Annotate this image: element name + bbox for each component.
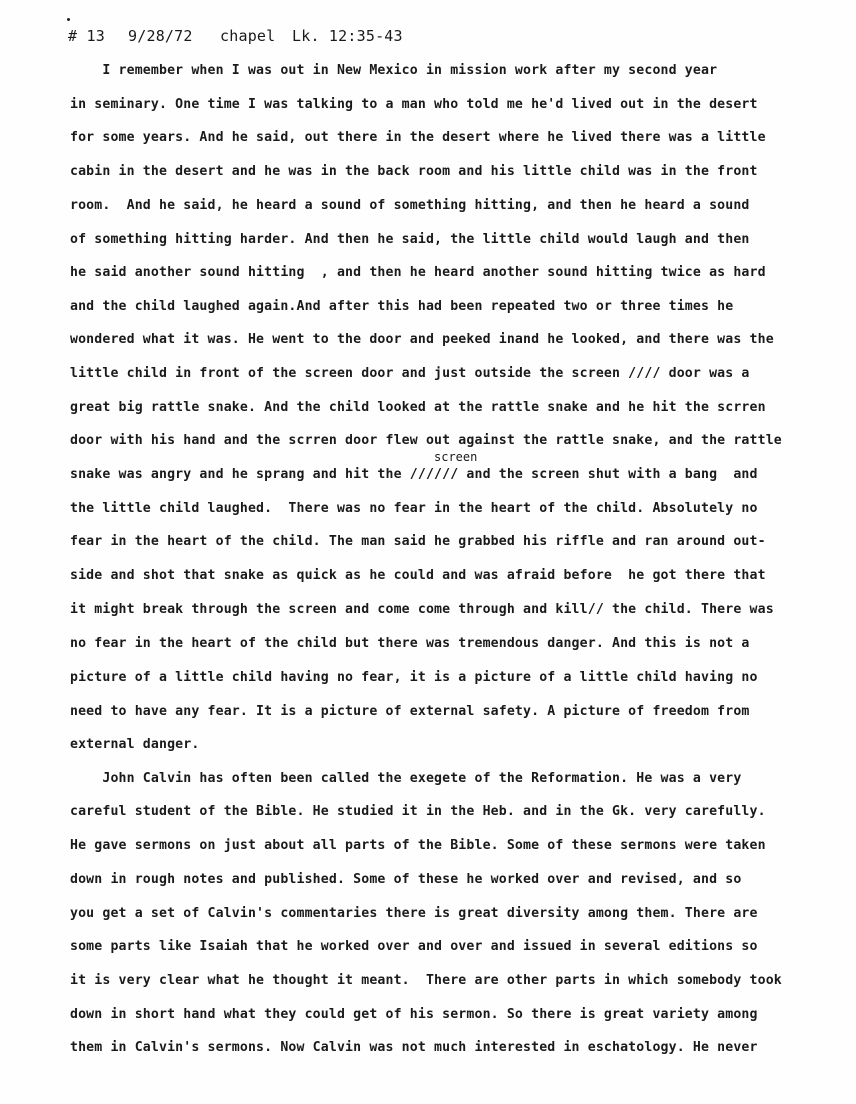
text-line: I remember when I was out in New Mexico in mission work after my second year bbox=[70, 63, 718, 78]
text-line: down in rough notes and published. Some of these he worked over and revised, and so bbox=[70, 872, 742, 887]
text-line: them in Calvin's sermons. Now Calvin was not much interested in eschatology. He never bbox=[70, 1040, 758, 1055]
text-line: wondered what it was. He went to the door and peeked inand he looked, and there was the bbox=[70, 332, 774, 347]
text-line: he said another sound hitting , and then he heard another sound hitting twice as hard bbox=[70, 265, 766, 280]
text-line: you get a set of Calvin's commentaries there is great diversity among them. There are bbox=[70, 906, 758, 921]
text-line: He gave sermons on just about all parts of the Bible. Some of these sermons were taken bbox=[70, 838, 766, 853]
text-line: of something hitting harder. And then he said, the little child would laugh and then bbox=[70, 232, 750, 247]
scripture-reference: Lk. 12:35-43 bbox=[292, 27, 403, 45]
handwritten-insertion: screen bbox=[434, 450, 478, 464]
text-line: picture of a little child having no fear, it is a picture of a little child having no bbox=[70, 670, 758, 685]
text-line: down in short hand what they could get of his sermon. So there is great variety among bbox=[70, 1007, 758, 1022]
text-line: John Calvin has often been called the exegete of the Reformation. He was a very bbox=[70, 771, 742, 786]
text-line: room. And he said, he heard a sound of something hitting, and then he heard a sound bbox=[70, 198, 750, 213]
text-line: it might break through the screen and come come through and kill// the child. There was bbox=[70, 602, 774, 617]
text-line: careful student of the Bible. He studied it in the Heb. and in the Gk. very carefully. bbox=[70, 804, 766, 819]
text-line: snake was angry and he sprang and hit the ////// and the screen shut with a bang and bbox=[70, 467, 758, 482]
text-line: for some years. And he said, out there in the desert where he lived there was a little bbox=[70, 130, 766, 145]
margin-mark bbox=[67, 18, 70, 21]
text-line: in seminary. One time I was talking to a man who told me he'd lived out in the desert bbox=[70, 97, 758, 112]
text-line: it is very clear what he thought it meant. There are other parts in which somebody took bbox=[70, 973, 782, 988]
text-line: great big rattle snake. And the child looked at the rattle snake and he hit the scrren bbox=[70, 400, 766, 415]
text-line: external danger. bbox=[70, 737, 200, 752]
text-line: fear in the heart of the child. The man said he grabbed his riffle and ran around out- bbox=[70, 534, 766, 549]
text-line: no fear in the heart of the child but there was tremendous danger. And this is not a bbox=[70, 636, 750, 651]
sermon-number: # 13 bbox=[68, 27, 105, 45]
text-line: side and shot that snake as quick as he could and was afraid before he got there that bbox=[70, 568, 766, 583]
document-header bbox=[68, 27, 403, 45]
text-line: door with his hand and the scrren door flew out against the rattle snake, and the rattle bbox=[70, 433, 782, 448]
sermon-occasion: chapel bbox=[220, 27, 276, 45]
text-line: the little child laughed. There was no fear in the heart of the child. Absolutely no bbox=[70, 501, 758, 516]
text-line: some parts like Isaiah that he worked over and over and issued in several editions so bbox=[70, 939, 758, 954]
sermon-date: 9/28/72 bbox=[128, 27, 193, 45]
text-line: and the child laughed again.And after this had been repeated two or three times he bbox=[70, 299, 734, 314]
text-line: little child in front of the screen door and just outside the screen //// door was a bbox=[70, 366, 750, 381]
text-line: need to have any fear. It is a picture of external safety. A picture of freedom from bbox=[70, 704, 750, 719]
text-line: cabin in the desert and he was in the back room and his little child was in the front bbox=[70, 164, 758, 179]
